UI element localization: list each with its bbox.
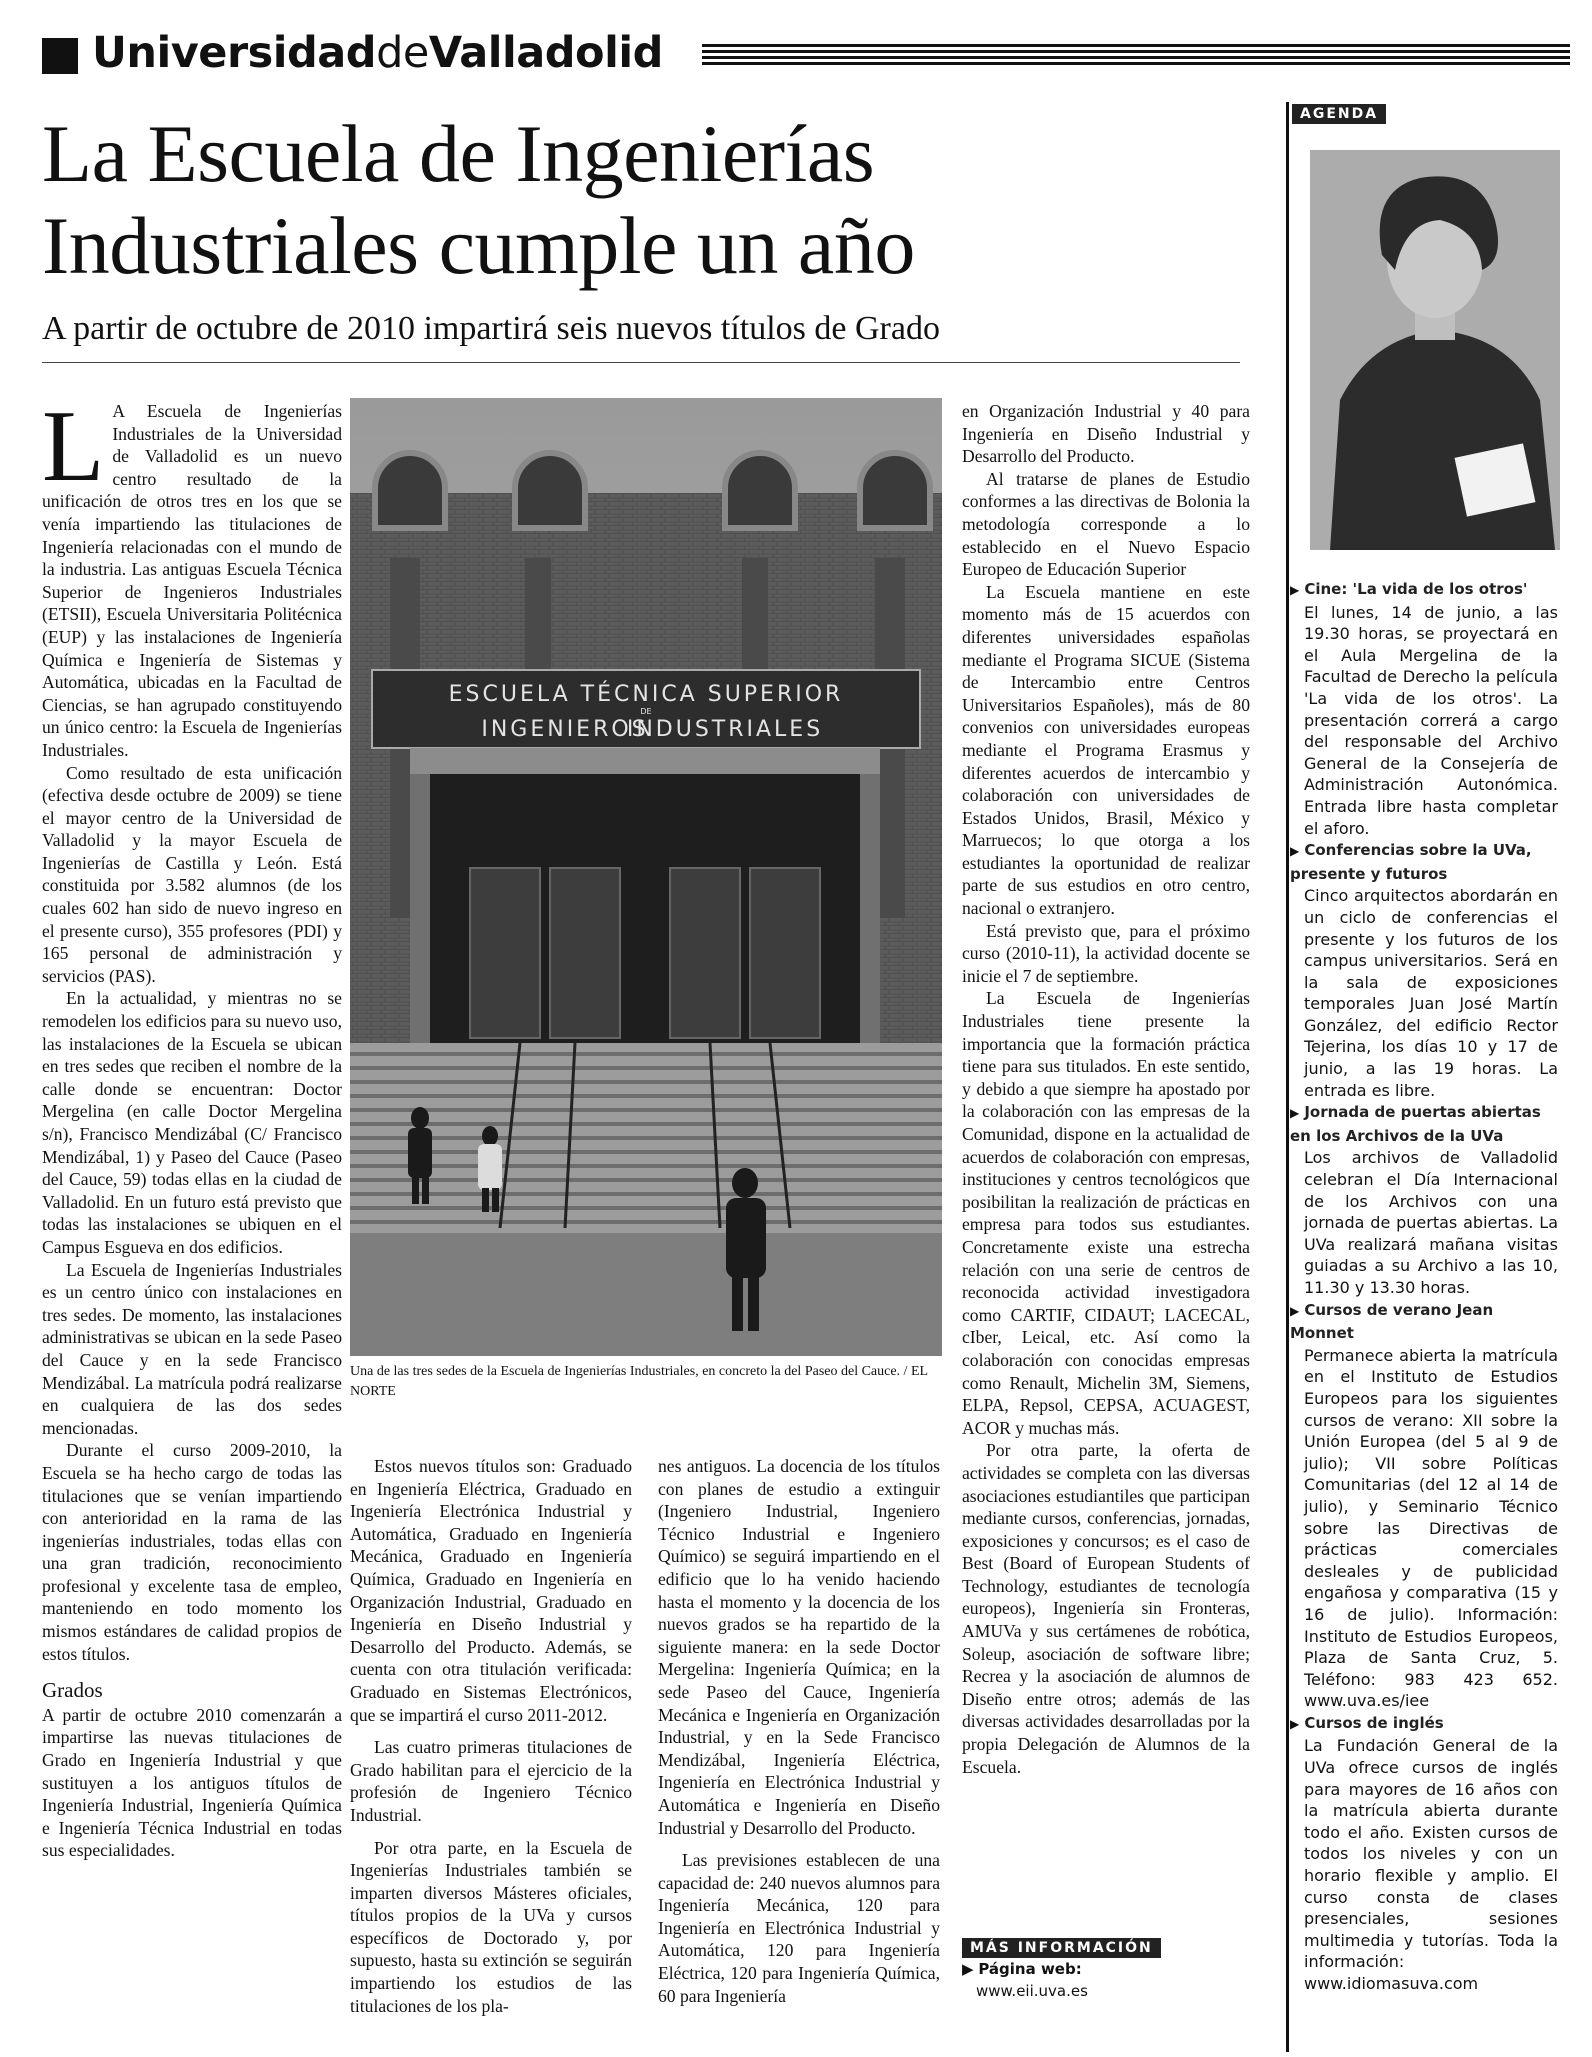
- subheadline: A partir de octubre de 2010 impartirá seis nuevos títulos de Grado: [42, 310, 940, 347]
- building-photo: [350, 398, 942, 1356]
- sign-line-1: ESCUELA TÉCNICA SUPERIOR: [448, 682, 844, 707]
- web-label: Página web:: [978, 1960, 1082, 1978]
- paragraph: La Escuela de Ingenierías Industriales tiene presente la importancia que la formación práctica tiene para sus titulados. En este sentido, y debido a que siempre ha apostado por la colaboración con las empresas de la Comunidad, dispone en la actualidad de acuerdos de colaboración con empresas, instituciones y centros tecnológicos que posibilitan la realización de prácticas en empresa para todos sus estudiantes. Concretamente existe una estrecha relación con una serie de centros de reconocida actividad investigadora como CARTIF, CIDAUT; LACECAL, cIber, Leical, etc. Así como la colaboración con conocidas empresas como Renault, Michelin 3M, Siemens, ELPA, Repsol, CEPSA, ACUAGEST, ACOR y muchas más.: [962, 988, 1250, 1438]
- agenda-label: AGENDA: [1292, 104, 1386, 124]
- article-column-4: [962, 400, 1250, 1778]
- header-square-icon: [42, 38, 78, 74]
- paragraph: Al tratarse de planes de Estudio conformes a las directivas de Bolonia la metodología corresponde a lo establecido en el Nuevo Espacio Europeo de Educación Superior: [962, 468, 1250, 580]
- headline-line-1: La Escuela de Ingenierías: [42, 108, 875, 199]
- headline: [42, 108, 1242, 292]
- sign-line-2: INGENIEROS: [481, 717, 649, 742]
- agenda-item-title: Conferencias sobre la UVa, presente y futuros: [1290, 841, 1532, 883]
- paragraph: En la actualidad, y mientras no se remodelen los edificios para su nuevo uso, las instalaciones de la Escuela se ubican en tres sedes que reciben el nombre de la calle donde se encuentran: Doctor Mergelina (en calle Doctor Mergelina s/n), Francisco Mendizábal (C/ Francisco Mendizábal, 1) y Paseo del Cauce (Paseo del Cauce, 59) todas ellas en la ciudad de Valladolid. En un futuro está previsto que todas las instalaciones se ubiquen en el Campus Esgueva en dos edificios.: [42, 988, 342, 1257]
- paragraph: nes antiguos. La docencia de los títulos con planes de estudio a extinguir (Ingeniero Industrial, Ingeniero Técnico Industrial e Ingeniero Químico) se seguirá impartiendo en el edificio que lo ha venido haciendo hasta el momento y la docencia de los nuevos grados se ha repartido de la siguiente manera: en la sede Doctor Mergelina: Ingeniería Química; en la sede Paseo del Cauce, Ingeniería Mecánica e Ingeniería en Organización Industrial, y en la Sede Francisco Mendizábal, Ingeniería Eléctrica, Ingeniería en Electrónica Industrial y Automática e Ingeniería en Diseño Industrial y Desarrollo del Producto.: [658, 1456, 940, 1838]
- agenda-item: [1290, 1299, 1558, 1712]
- agenda-item: [1290, 578, 1558, 839]
- agenda-item-body: La Fundación General de la UVa ofrece cursos de inglés para mayores de 16 años con la matrícula abierta durante todo el año. Existen cursos de todos los niveles y con un horario flexible y amplio. El curso consta de clases presenciales, sesiones multimedia y tutorías. Toda la información: www.idiomasuva.com: [1304, 1736, 1558, 1993]
- paragraph: La Escuela de Ingenierías Industriales es un centro único con instalaciones en tres sedes. De momento, las instalaciones administrativas se ubican en la sede Paseo del Cauce y en la sede Francisco Mendizábal. La matrícula podrá realizarse en cualquiera de las dos sedes mencionadas.: [42, 1259, 342, 1438]
- agenda-list: [1290, 578, 1558, 1995]
- web-link[interactable]: www.eii.uva.es: [976, 1982, 1088, 2000]
- headline-line-2: Industriales cumple un año: [42, 200, 915, 291]
- article-column-3: [658, 1455, 940, 2007]
- arrow-right-icon: ▶: [1290, 583, 1300, 597]
- portrait-illustration: [1310, 150, 1560, 550]
- header-rule: [702, 44, 1570, 68]
- drop-cap: L: [42, 390, 105, 503]
- paragraph: Por otra parte, en la Escuela de Ingenierías Industriales también se imparten diversos Másteres oficiales, títulos propios de la UVa y cursos específicos de Doctorado y, por supuesto, hasta su extinción se seguirán impartiendo los estudios de las titulaciones de los pla-: [350, 1837, 632, 2016]
- agenda-item-body: El lunes, 14 de junio, a las 19.30 horas, se proyectará en el Aula Mergelina de la Facultad de Derecho la película 'La vida de los otros'. La presentación correrá a cargo del responsable del Archivo General de la Consejería de Administración Autonómica. Entrada libre hasta completar el aforo.: [1304, 602, 1558, 838]
- paragraph: A partir de octubre 2010 comenzarán a impartirse las nuevas titulaciones de Grado en Ingeniería Industrial y que sustituyen a los antiguos títulos de Ingeniería Industrial, Ingeniería Química e Ingeniería Técnica Industrial en todas sus especialidades.: [42, 1704, 342, 1861]
- article-subhead: Grados: [42, 1678, 103, 1703]
- agenda-item-body: Los archivos de Valladolid celebran el Día Internacional de los Archivos con una jornada de puertas abiertas. La UVa realizará mañana visitas guiadas a su Archivo a las 10, 11.30 y 13.30 horas.: [1304, 1148, 1558, 1297]
- paragraph: Como resultado de esta unificación (efectiva desde octubre de 2009) se tiene el mayor centro de la Universidad de Valladolid y la mayor Escuela de Ingenierías de Castilla y León. Está constituida por 3.582 alumnos (de los cuales 602 han sido de nuevo ingreso en el presente curso), 355 profesores (PDI) y 165 personal de administración y servicios (PAS).: [42, 762, 342, 986]
- more-info-label: MÁS INFORMACIÓN: [962, 1938, 1161, 1958]
- agenda-item-body: Permanece abierta la matrícula en el Instituto de Estudios Europeos para los siguientes cursos de verano: XII sobre la Unión Europea (del 5 al 9 de julio); VII sobre Políticas Comunitarias (del 12 al 14 de julio), y Seminario Técnico sobre las Directivas de prácticas comerciales desleales y de publicidad engañosa y comparativa (15 y 16 de julio). Información: Instituto de Estudios Europeos, Plaza de Santa Cruz, 5. Teléfono: 983 423 652. www.uva.es/iee: [1304, 1345, 1558, 1711]
- agenda-item: [1290, 1712, 1558, 1995]
- paragraph: A Escuela de Ingenierías Industriales de la Universidad de Valladolid es un nuevo centro resultado de la unificación de otros tres en los que se venía impartiendo las titulaciones de Ingeniería relacionadas con el mundo de la industria. Las antiguas Escuela Técnica Superior de Ingenieros Industriales (ETSII), Escuela Universitaria Politécnica (EUP) y las instalaciones de Ingeniería Química e Ingeniería de Sistemas y Automática, ubicadas en la Facultad de Ciencias, se han agrupado constituyendo un único centro: la Escuela de Ingenierías Industriales.: [42, 401, 342, 760]
- paragraph: Durante el curso 2009-2010, la Escuela se ha hecho cargo de todas las titulaciones que se venían impartiendo con anterioridad en la rama de las ingenierías industriales, todas ellas con una gran tradición, reconocimiento profesional y excelente tasa de empleo, manteniendo en todo momento los mismos estándares de calidad propios de estos títulos.: [42, 1440, 342, 1664]
- agenda-item: [1290, 1101, 1558, 1298]
- agenda-item-title: Cursos de inglés: [1304, 1713, 1444, 1732]
- paragraph: Por otra parte, la oferta de actividades se completa con las diversas asociaciones estudiantiles que participan mediante cursos, conferencias, jornadas, exposiciones y concursos; es el caso de Best (Board of European Students of Technology, estudiantes de tecnología europeos), Ingeniería sin Fronteras, AMUVa y sus certámenes de robótica, Soleup, asociación de software libre; Recrea y la asociación de alumnos de Diseño entre otros; además de las diversas actividades desarrolladas por la propia Delegación de Alumnos de la Escuela.: [962, 1440, 1250, 1777]
- arrow-right-icon: ▶: [1290, 1716, 1300, 1731]
- subheadline-rule: [42, 362, 1240, 363]
- agenda-item-title: Jornada de puertas abiertas en los Archivos de la UVa: [1290, 1103, 1541, 1145]
- agenda-divider: [1286, 102, 1289, 2052]
- arrow-right-icon: ▶: [962, 1960, 974, 1978]
- agenda-item: [1290, 839, 1558, 1101]
- more-info-box: [962, 1938, 1250, 2002]
- sign-line-de: DE: [640, 707, 652, 716]
- agenda-item-title: Cine: 'La vida de los otros': [1304, 580, 1528, 598]
- arrow-right-icon: ▶: [1290, 1303, 1300, 1318]
- sign-line-3: INDUSTRIALES: [626, 717, 824, 742]
- paragraph: Las cuatro primeras titulaciones de Grado habilitan para el ejercicio de la profesión de Ingeniero Técnico Industrial.: [350, 1737, 632, 1825]
- arrow-right-icon: ▶: [1290, 844, 1300, 859]
- section-title: UniversidaddeValladolid: [92, 28, 663, 78]
- building-photo-illustration: [350, 398, 942, 1356]
- more-info-web-row: [962, 1958, 1250, 1980]
- article-column-2: [350, 1455, 632, 2017]
- agenda-item-body: Cinco arquitectos abordarán en un ciclo de conferencias el presente y los futuros de los campus universitarios. Será en la sala de exposiciones temporales Juan José Martín González, del edificio Rector Tejerina, los días 10 y 17 de junio, a las 19 horas. La entrada es libre.: [1304, 886, 1558, 1100]
- paragraph: Las previsiones establecen de una capacidad de: 240 nuevos alumnos para Ingeniería Mecánica, 120 para Ingeniería en Electrónica Industrial y Automática, 120 para Ingeniería Eléctrica, 120 para Ingeniería Química, 60 para Ingeniería: [658, 1850, 940, 2006]
- paragraph: La Escuela mantiene en este momento más de 15 acuerdos con diferentes universidades españolas mediante el Programa SICUE (Sistema de Intercambio entre Centros Universitarios Españoles), más de 80 convenios con universidades europeas mediante el Programa Erasmus y diferentes acuerdos de intercambio y colaboración con universidades de Estados Unidos, Brasil, México y Marruecos; lo que otorga a los estudiantes la oportunidad de realizar parte de sus estudios en otro centro, nacional o extranjero.: [962, 581, 1250, 919]
- section-header: [38, 30, 1568, 85]
- photo-caption: Una de las tres sedes de la Escuela de Ingenierías Industriales, en concreto la del Paseo del Cauce. / EL NORTE: [350, 1364, 928, 1399]
- article-column-1: [42, 390, 342, 1862]
- agenda-portrait-photo: [1310, 150, 1560, 550]
- paragraph: Estos nuevos títulos son: Graduado en Ingeniería Eléctrica, Graduado en Ingeniería Electrónica Industrial y Automática, Graduado en Ingeniería Mecánica, Graduado en Ingeniería Química, Graduado en Ingeniería en Organización Industrial, Graduado en Ingeniería en Diseño Industrial y Desarrollo del Producto. Además, se cuenta con otra titulación verificada: Graduado en Sistemas Electrónicos, que se impartirá el curso 2011-2012.: [350, 1456, 632, 1725]
- arrow-right-icon: ▶: [1290, 1106, 1300, 1121]
- paragraph: Está previsto que, para el próximo curso (2010-11), la actividad docente se inicie el 7 de septiembre.: [962, 920, 1250, 986]
- agenda-item-title: Cursos de verano Jean Monnet: [1290, 1300, 1494, 1343]
- paragraph: en Organización Industrial y 40 para Ingeniería en Diseño Industrial y Desarrollo del Producto.: [962, 401, 1250, 467]
